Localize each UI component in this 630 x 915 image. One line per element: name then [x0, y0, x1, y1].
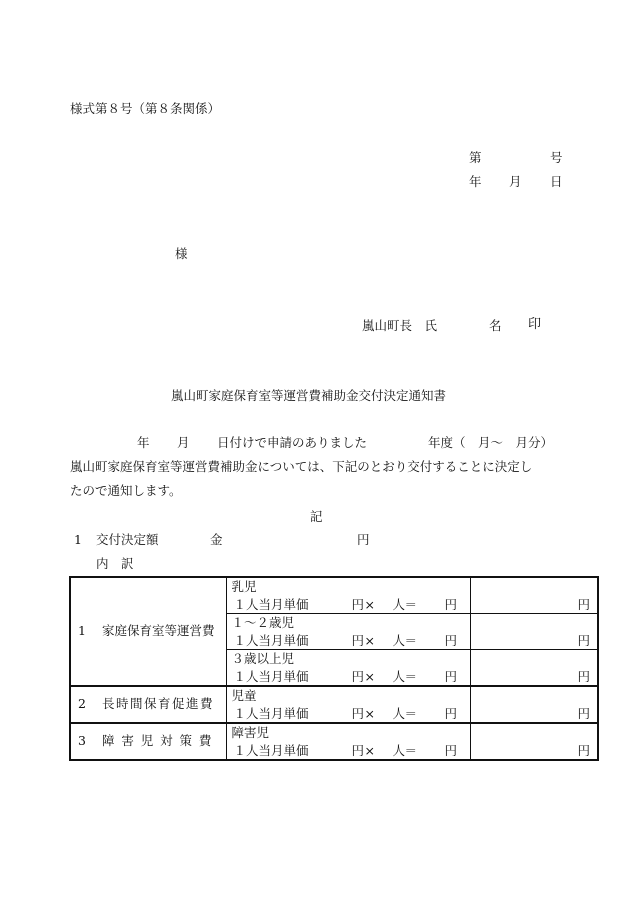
breakdown-label: 内 訳: [96, 556, 134, 571]
equals-sign: ＝: [404, 669, 418, 684]
amount-yen: 円: [357, 532, 370, 547]
total-yen: 円: [577, 633, 590, 648]
item-cell: [70, 577, 226, 686]
unit-yen: 円: [351, 743, 365, 758]
body-text-line: たので通知します。: [70, 483, 182, 498]
calculation-cell: [226, 723, 470, 760]
category-label: 乳児: [231, 579, 257, 594]
item-name: 家庭保育室等運営費: [102, 623, 215, 639]
amount-number: 1: [74, 532, 82, 547]
date-month-label: 月: [509, 174, 522, 189]
document-number-suffix: 号: [550, 150, 563, 165]
calculation-cell: [226, 614, 470, 650]
total-yen: 円: [577, 706, 590, 721]
persons-unit: 人: [392, 633, 406, 648]
calculation-cell: [226, 650, 470, 687]
document-title: 嵐山町家庭保育室等運営費補助金交付決定通知書: [171, 388, 447, 403]
total-cell: [470, 577, 598, 614]
unit-price-label: １人当月単価: [233, 597, 309, 612]
equals-sign: ＝: [404, 706, 418, 721]
document-number-label: 第: [469, 150, 482, 165]
unit-price-label: １人当月単価: [233, 706, 309, 721]
ki-heading: 記: [310, 509, 323, 524]
persons-unit: 人: [392, 669, 406, 684]
breakdown-table: [69, 576, 599, 761]
times-sign: ×: [364, 597, 375, 612]
persons-unit: 人: [392, 706, 406, 721]
amount-label: 交付決定額: [96, 532, 159, 547]
amount-kin: 金: [210, 532, 223, 547]
category-label: 児童: [231, 688, 257, 703]
times-sign: ×: [364, 706, 375, 721]
times-sign: ×: [364, 743, 375, 758]
issuer-title: 嵐山町長 氏: [362, 318, 438, 333]
subtotal-yen: 円: [444, 669, 458, 684]
table-row: [70, 723, 598, 760]
issuer-name-label: 名: [489, 318, 502, 333]
item-number: 3: [78, 733, 86, 749]
unit-yen: 円: [351, 669, 365, 684]
equals-sign: ＝: [404, 597, 418, 612]
total-cell: [470, 686, 598, 723]
seal-mark: 印: [528, 317, 542, 332]
unit-price-label: １人当月単価: [233, 633, 309, 648]
total-cell: [470, 614, 598, 650]
total-yen: 円: [577, 743, 590, 758]
unit-yen: 円: [351, 706, 365, 721]
item-number: 2: [78, 696, 86, 712]
date-year-label: 年: [469, 174, 482, 189]
application-month-label: 月: [177, 435, 190, 450]
table-row: [70, 577, 598, 614]
item-cell: [70, 723, 226, 760]
category-label: ３歳以上児: [231, 651, 295, 666]
date-day-label: 日: [550, 174, 563, 189]
table-row: [70, 686, 598, 723]
unit-price-label: １人当月単価: [233, 743, 309, 758]
times-sign: ×: [364, 669, 375, 684]
total-yen: 円: [577, 597, 590, 612]
unit-price-label: １人当月単価: [233, 669, 309, 684]
form-number: 様式第８号（第８条関係）: [70, 101, 221, 116]
persons-unit: 人: [392, 743, 406, 758]
times-sign: ×: [364, 633, 375, 648]
recipient-honorific: 様: [175, 246, 188, 261]
unit-yen: 円: [351, 597, 365, 612]
item-cell: [70, 686, 226, 723]
item-name: 障害児対策費: [102, 733, 219, 749]
subtotal-yen: 円: [444, 597, 458, 612]
item-name: 長時間保育促進費: [102, 696, 215, 712]
equals-sign: ＝: [404, 633, 418, 648]
calculation-cell: [226, 577, 470, 614]
persons-unit: 人: [392, 597, 406, 612]
equals-sign: ＝: [404, 743, 418, 758]
application-year-label: 年: [137, 435, 150, 450]
total-cell: [470, 723, 598, 760]
fiscal-period-text: 年度（ 月～ 月分）: [428, 435, 554, 450]
category-label: １～２歳児: [231, 615, 295, 630]
unit-yen: 円: [351, 633, 365, 648]
subtotal-yen: 円: [444, 633, 458, 648]
body-text-line: 嵐山町家庭保育室等運営費補助金については、下記のとおり交付することに決定し: [70, 459, 533, 474]
item-number: 1: [78, 623, 86, 639]
total-yen: 円: [577, 669, 590, 684]
calculation-cell: [226, 686, 470, 723]
subtotal-yen: 円: [444, 706, 458, 721]
application-date-text: 日付けで申請のありました: [217, 435, 368, 450]
category-label: 障害児: [231, 725, 270, 740]
subtotal-yen: 円: [444, 743, 458, 758]
total-cell: [470, 650, 598, 687]
